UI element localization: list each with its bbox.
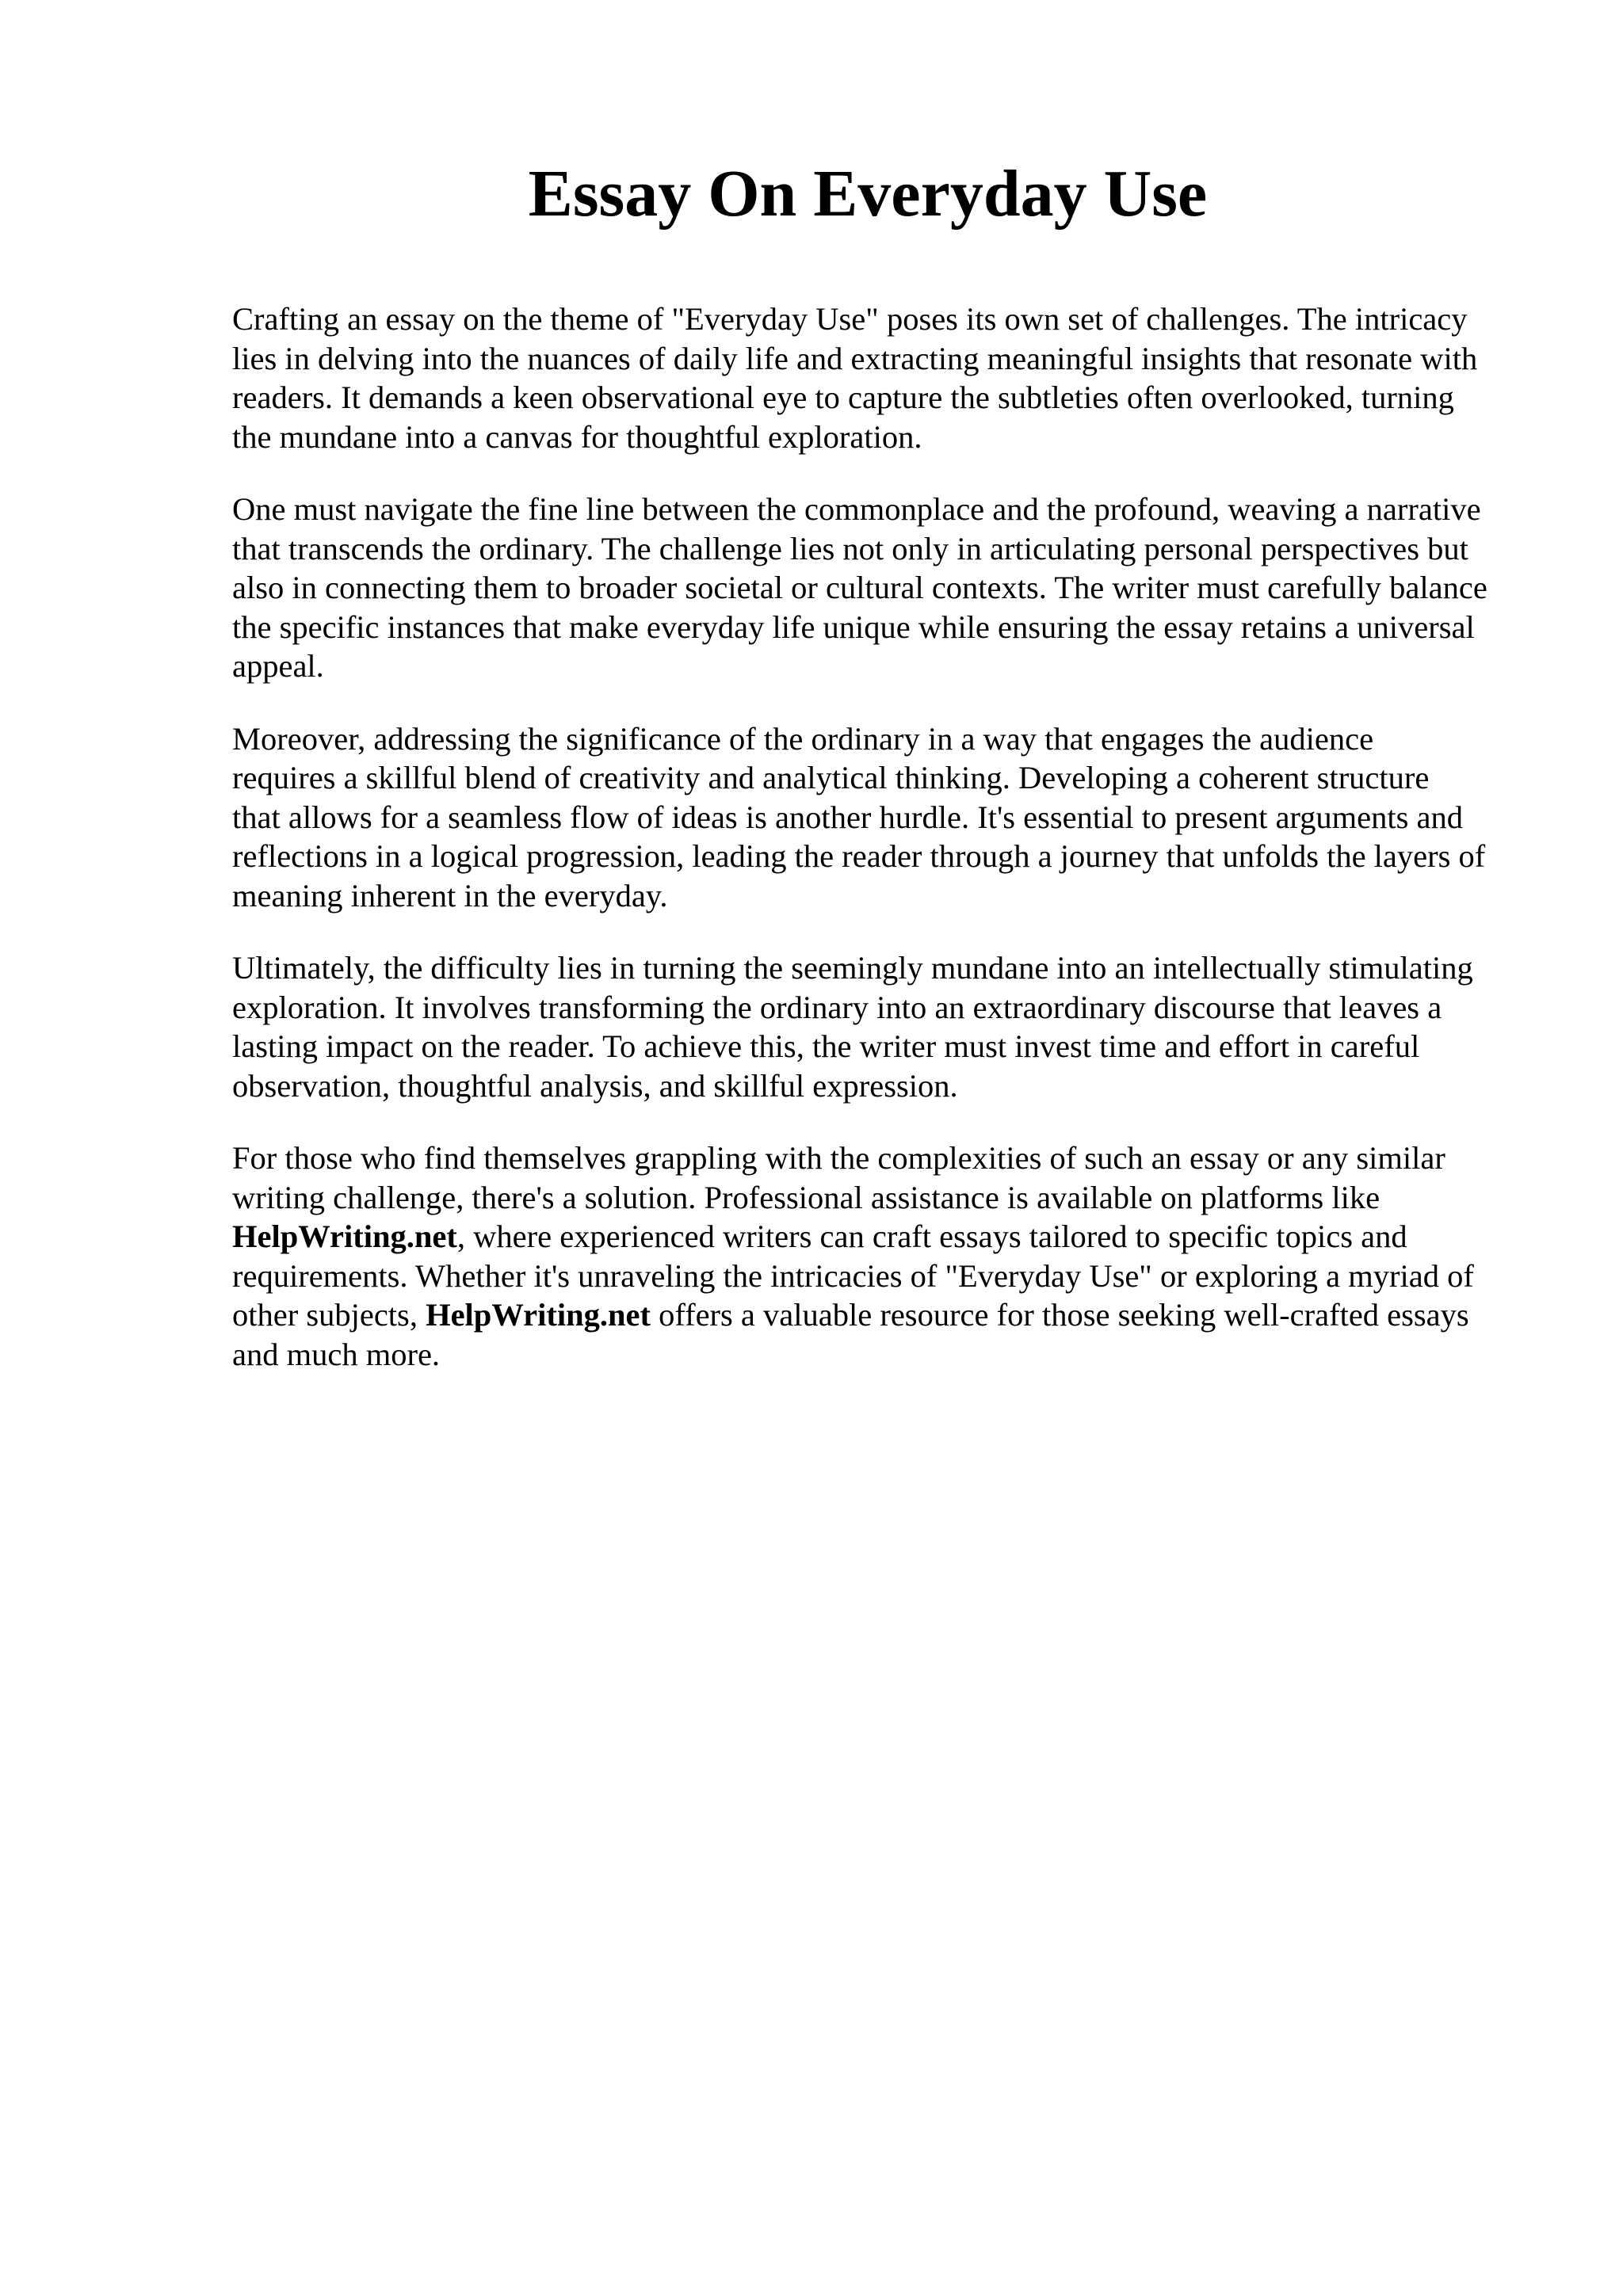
text-segment: , where experienced writers can craft essays tailored to specific topics and (456, 1219, 1407, 1254)
text-segment: offers a valuable resource for those seeking well-crafted essays (650, 1297, 1469, 1333)
text-line: that allows for a seamless flow of ideas is another hurdle. It's essential to present arguments and (232, 799, 1464, 835)
text-line (232, 1217, 1571, 1257)
text-line: the specific instances that make everyday life unique while ensuring the essay retains a universal (232, 608, 1475, 645)
text-line (232, 1295, 1571, 1335)
paragraph-2 (232, 490, 1571, 686)
page-title: Essay On Everyday Use (528, 157, 1208, 231)
paragraph-4 (232, 948, 1571, 1105)
text-line: requirements. Whether it's unraveling the intricacies of "Everyday Use" or exploring a myriad of (232, 1257, 1474, 1294)
text-line: requires a skillful blend of creativity and analytical thinking. Developing a coherent structure (232, 760, 1430, 795)
text-line: lasting impact on the reader. To achieve this, the writer must invest time and effort in careful (232, 1028, 1420, 1064)
helpwriting-link[interactable]: HelpWriting.net (426, 1297, 651, 1333)
text-line: lies in delving into the nuances of daily life and extracting meaningful insights that resonate with (232, 340, 1478, 376)
paragraph-3 (232, 719, 1571, 916)
text-line: the mundane into a canvas for thoughtful exploration. (232, 418, 922, 455)
text-line: that transcends the ordinary. The challenge lies not only in articulating personal perspectives but (232, 530, 1468, 566)
text-line: Crafting an essay on the theme of "Everyday Use" poses its own set of challenges. The intricacy (232, 301, 1468, 337)
text-line: reflections in a logical progression, leading the reader through a journey that unfolds the layers of (232, 838, 1486, 874)
text-line: also in connecting them to broader societal or cultural contexts. The writer must carefully balance (232, 570, 1487, 605)
helpwriting-link[interactable]: HelpWriting.net (232, 1219, 457, 1254)
text-line: observation, thoughtful analysis, and skillful expression. (232, 1067, 958, 1104)
text-segment: other subjects, (232, 1297, 426, 1333)
text-line: readers. It demands a keen observational eye to capture the subtleties often overlooked, turning (232, 379, 1454, 415)
text-line: writing challenge, there's a solution. Professional assistance is available on platforms like (232, 1179, 1381, 1215)
text-line: meaning inherent in the everyday. (232, 877, 668, 913)
paragraph-5 (232, 1138, 1571, 1374)
text-line: exploration. It involves transforming the ordinary into an extraordinary discourse that leaves a (232, 989, 1442, 1025)
text-line: appeal. (232, 648, 324, 684)
text-line: Moreover, addressing the significance of the ordinary in a way that engages the audience (232, 720, 1374, 757)
essay-body (232, 299, 1571, 1407)
text-line: and much more. (232, 1336, 441, 1372)
text-line: One must navigate the fine line between the commonplace and the profound, weaving a narrative (232, 491, 1481, 527)
text-line: Ultimately, the difficulty lies in turning the seemingly mundane into an intellectually stimulating (232, 950, 1473, 986)
paragraph-1 (232, 299, 1571, 456)
text-line: For those who find themselves grappling with the complexities of such an essay or any similar (232, 1140, 1445, 1176)
